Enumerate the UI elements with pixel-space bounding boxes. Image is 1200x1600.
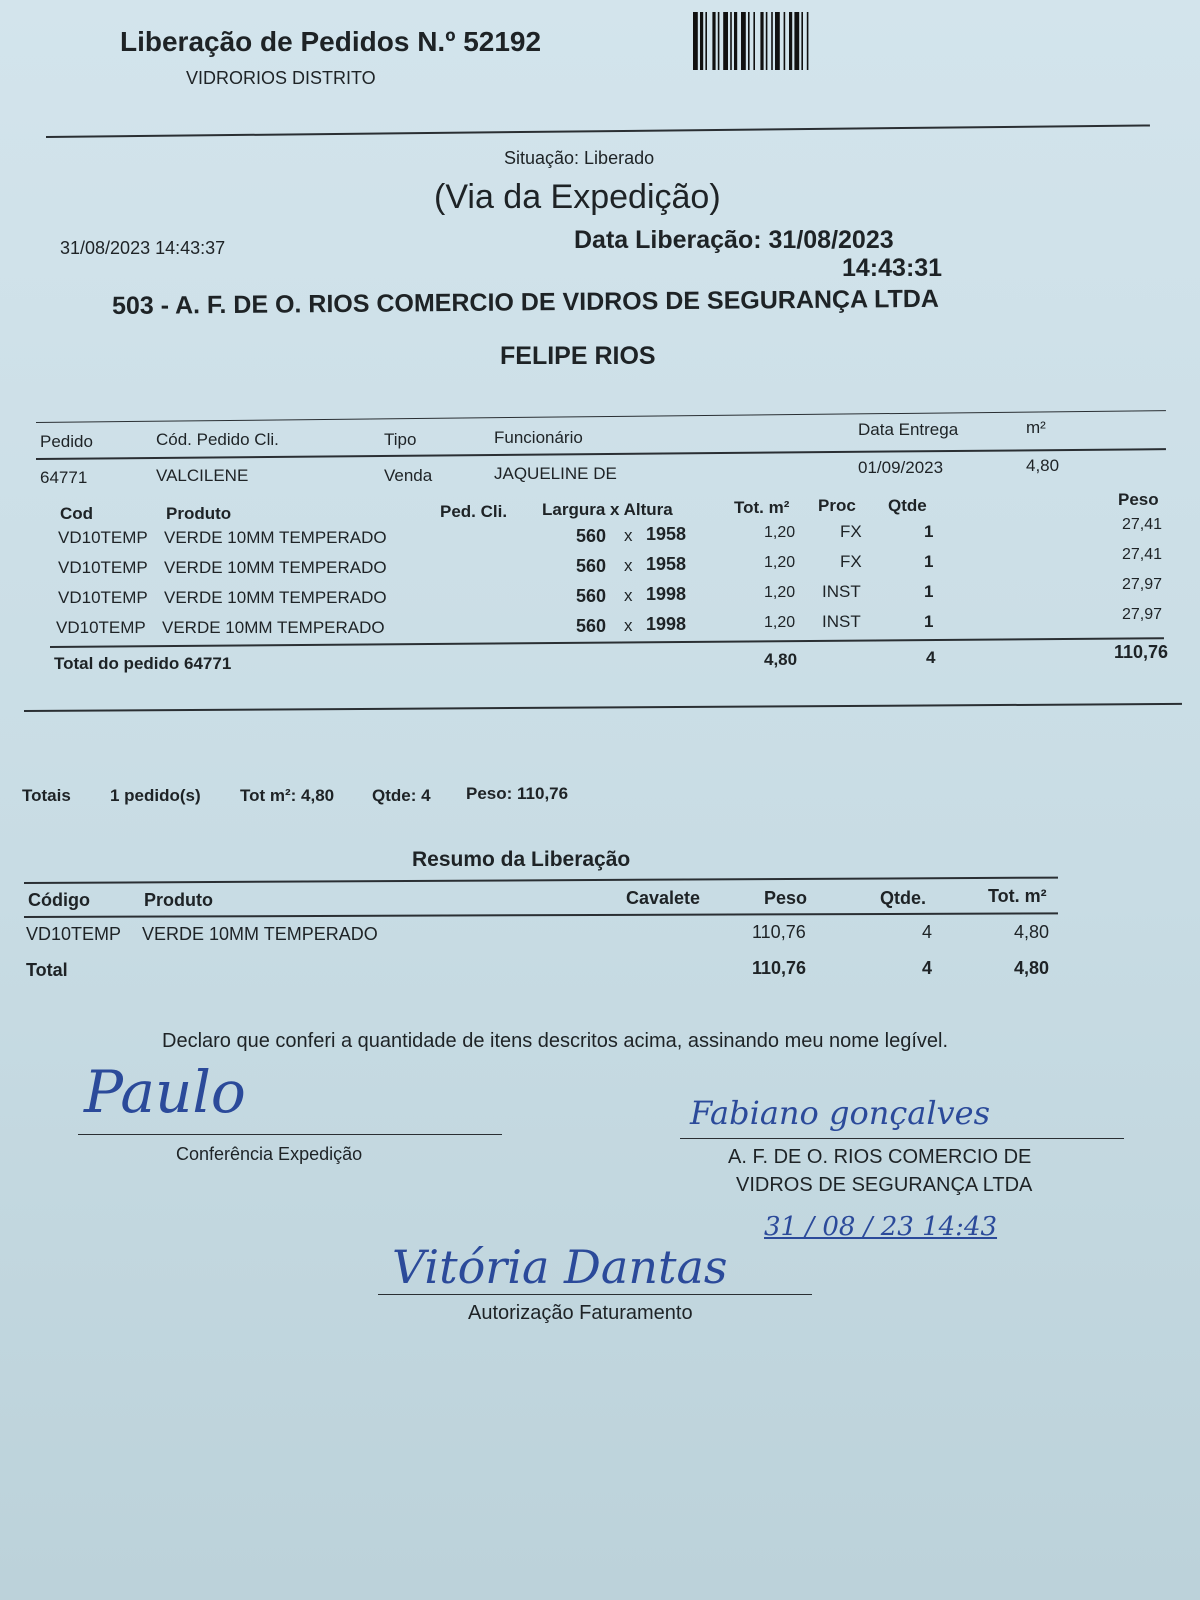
item-x: x — [624, 526, 633, 545]
col-proc: Proc — [818, 496, 856, 515]
document-title: Liberação de Pedidos N.º 52192 — [120, 26, 542, 57]
col-cod-pedido-cli: Cód. Pedido Cli. — [156, 430, 279, 449]
client-contact: FELIPE RIOS — [500, 342, 656, 370]
item-largura: 560 — [576, 526, 607, 546]
conferencia-signature: Paulo — [84, 1058, 246, 1126]
order-type: Venda — [384, 466, 433, 485]
summary-col-cavalete: Cavalete — [626, 888, 701, 908]
barcode — [693, 12, 889, 70]
summary-total-qtde: 4 — [922, 958, 933, 978]
via-label: (Via da Expedição) — [434, 178, 721, 216]
order-total-label: Total do pedido 64771 — [54, 654, 232, 673]
item-x: x — [624, 616, 633, 635]
order-number: 64771 — [40, 468, 88, 487]
summary-tot-m2: 4,80 — [1014, 922, 1050, 942]
item-produto: VERDE 10MM TEMPERADO — [162, 618, 385, 637]
summary-peso: 110,76 — [752, 922, 806, 942]
item-peso: 27,97 — [1122, 606, 1163, 623]
summary-produto: VERDE 10MM TEMPERADO — [142, 924, 378, 944]
delivery-date: 01/09/2023 — [858, 458, 944, 477]
order-total-m2: 4,80 — [764, 650, 798, 669]
col-ped-cli: Ped. Cli. — [440, 502, 508, 521]
conferencia-label: Conferência Expedição — [176, 1144, 363, 1164]
item-peso: 27,41 — [1122, 516, 1163, 533]
release-date: Data Liberação: 31/08/2023 — [574, 226, 894, 254]
item-tot-m2: 1,20 — [764, 554, 796, 571]
item-altura: 1958 — [646, 554, 687, 574]
item-peso: 27,41 — [1122, 546, 1163, 563]
item-altura: 1998 — [646, 614, 687, 634]
item-tot-m2: 1,20 — [764, 614, 796, 631]
items-total-rule — [50, 637, 1164, 648]
handwritten-date: 31 / 08 / 23 14:43 — [764, 1212, 998, 1242]
item-produto: VERDE 10MM TEMPERADO — [164, 558, 387, 577]
summary-title: Resumo da Liberação — [412, 848, 631, 871]
item-qtde: 1 — [924, 582, 934, 601]
situation-status: Situação: Liberado — [504, 148, 655, 168]
totals-m2: Tot m²: 4,80 — [240, 786, 335, 805]
order-m2: 4,80 — [1026, 456, 1060, 475]
print-timestamp: 31/08/2023 14:43:37 — [60, 238, 226, 258]
employee: JAQUELINE DE — [494, 464, 617, 483]
col-pedido: Pedido — [40, 432, 93, 451]
autorizacao-signature: Vitória Dantas — [392, 1240, 728, 1294]
summary-col-codigo: Código — [28, 890, 90, 910]
totals-qtde: Qtde: 4 — [372, 786, 431, 805]
col-cod: Cod — [60, 504, 94, 523]
summary-codigo: VD10TEMP — [26, 924, 122, 944]
order-top-rule — [36, 410, 1166, 423]
summary-top-rule — [24, 877, 1058, 884]
item-proc: FX — [840, 522, 862, 541]
col-produto: Produto — [166, 504, 232, 523]
item-largura: 560 — [576, 616, 607, 636]
item-proc: INST — [822, 582, 861, 601]
item-qtde: 1 — [924, 612, 934, 631]
totals-label: Totais — [22, 786, 71, 805]
summary-col-tot-m2: Tot. m² — [988, 886, 1047, 906]
summary-col-peso: Peso — [764, 888, 808, 908]
client-name-line-1: A. F. DE O. RIOS COMERCIO DE — [728, 1146, 1032, 1168]
summary-total-peso: 110,76 — [752, 958, 807, 978]
summary-total-tot-m2: 4,80 — [1014, 958, 1050, 978]
client-name-line-2: VIDROS DE SEGURANÇA LTDA — [736, 1174, 1033, 1196]
company-name: VIDRORIOS DISTRITO — [186, 68, 376, 88]
item-produto: VERDE 10MM TEMPERADO — [164, 528, 387, 547]
summary-total-label: Total — [26, 960, 68, 980]
item-altura: 1998 — [646, 584, 687, 604]
item-produto: VERDE 10MM TEMPERADO — [164, 588, 387, 607]
item-proc: INST — [822, 612, 861, 631]
item-tot-m2: 1,20 — [764, 584, 796, 601]
item-x: x — [624, 556, 633, 575]
col-funcionario: Funcionário — [494, 428, 583, 447]
order-total-qtde: 4 — [926, 648, 936, 667]
summary-header-rule — [24, 912, 1058, 918]
client-name: 503 - A. F. DE O. RIOS COMERCIO DE VIDROS DE SEGURANÇA LTDA — [111, 284, 940, 320]
col-largura-altura: Largura x Altura — [542, 500, 673, 519]
client-order-code: VALCILENE — [156, 466, 249, 485]
order-total-peso: 110,76 — [1114, 642, 1169, 662]
conferencia-signature-line — [78, 1134, 502, 1135]
summary-col-produto: Produto — [144, 890, 213, 910]
item-largura: 560 — [576, 556, 607, 576]
col-tipo: Tipo — [384, 430, 417, 449]
item-x: x — [624, 586, 633, 605]
item-altura: 1958 — [646, 524, 687, 544]
autorizacao-signature-line — [378, 1294, 812, 1295]
item-cod: VD10TEMP — [58, 558, 148, 577]
item-peso: 27,97 — [1122, 576, 1163, 593]
declaration-text: Declaro que conferi a quantidade de itens descritos acima, assinando meu nome legível. — [162, 1030, 949, 1052]
client-signature: Fabiano gonçalves — [690, 1094, 990, 1132]
summary-col-qtde: Qtde. — [880, 888, 927, 908]
totals-pedidos: 1 pedido(s) — [110, 786, 201, 805]
item-qtde: 1 — [924, 522, 934, 541]
item-largura: 560 — [576, 586, 607, 606]
item-cod: VD10TEMP — [56, 618, 146, 637]
col-data-entrega: Data Entrega — [858, 420, 959, 439]
item-cod: VD10TEMP — [58, 588, 148, 607]
item-proc: FX — [840, 552, 862, 571]
summary-qtde: 4 — [922, 922, 933, 942]
col-qtde: Qtde — [888, 496, 927, 515]
client-signature-line — [680, 1138, 1124, 1139]
item-cod: VD10TEMP — [58, 528, 148, 547]
release-time: 14:43:31 — [842, 254, 943, 282]
autorizacao-label: Autorização Faturamento — [468, 1302, 693, 1324]
header-divider — [46, 124, 1150, 138]
col-m2: m² — [1026, 418, 1046, 437]
item-tot-m2: 1,20 — [764, 524, 796, 541]
totals-peso: Peso: 110,76 — [466, 784, 569, 803]
col-tot-m2: Tot. m² — [734, 498, 790, 517]
item-qtde: 1 — [924, 552, 934, 571]
section-divider — [24, 703, 1182, 712]
col-peso: Peso — [1118, 490, 1159, 509]
